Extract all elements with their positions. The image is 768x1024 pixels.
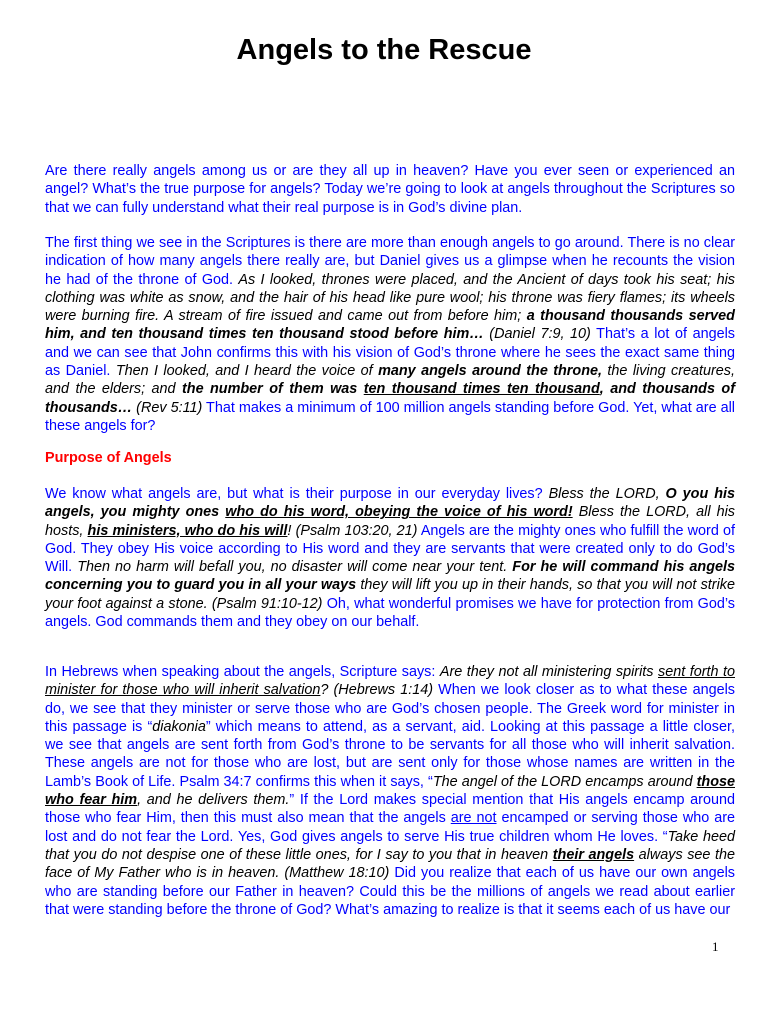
p2-s13: That makes a minimum of 100 million angels standing before God. Yet, what are all these angels for? (45, 399, 735, 434)
rev-quote-bold-1: many angels around the throne, (378, 363, 602, 380)
p2-s1: The first thing we see in the Scriptures is there are more than enough angels to go around. There is no clear indication of how many angels there really are, but Daniel gives us a glimpse when he recounts the vision he had of the throne of God. (45, 235, 735, 288)
p3-s12: Oh, what wonderful promises we have for protection from God’s angels. God commands them and they obey on our behalf. (45, 595, 735, 631)
psalm34-quote-underlined: those who fear him (45, 773, 735, 809)
p4-s5: When we look closer as to what these angels do, we see that they minister or serve those who are God’s chosen people. The Greek word for minister in this passage is “ (45, 682, 735, 735)
section-heading: Purpose of Angels (45, 450, 172, 466)
matthew-quote-1: Take heed that you do not despise one of these little ones, for I say to you that in heaven (45, 828, 736, 863)
p2-s5: That’s a lot of angels and we can see that John confirms this with his vision of God’s throne where he sees the exact same thing as Daniel. (45, 326, 735, 380)
p4-s1: In Hebrews when speaking about the angels, Scripture says: (45, 664, 440, 680)
psalm103-reference: ! (Psalm 103:20, 21) (287, 522, 418, 539)
are-not-underlined: are not (450, 810, 497, 827)
rev-quote-bold-2: the number of them was (181, 381, 364, 398)
daniel-quote-bold: a thousand thousands served him, and ten thousand times ten thousand stood before him… (45, 308, 735, 343)
psalm91-quote-2: they will lift you up in their hands, so that you will not strike your foot against a stone. (Psalm 91:10-12) (45, 577, 735, 612)
p3-s1: We know what angels are, but what is their purpose in our everyday lives? (45, 486, 549, 502)
daniel-quote: As I looked, thrones were placed, and the Ancient of days took his seat; his clothing was white as snow, and the hair of his head like pure wool; his throne was fiery flames; its wheels were burning fire. A stream of fire issued and came out from before him; (45, 271, 736, 325)
rev-reference: (Rev 5:11) (132, 399, 203, 416)
matthew-quote-2: always see the face of My Father who is in heaven. (Matthew 18:10) (45, 846, 735, 882)
rev-quote-2: the living creatures, and the elders; and (45, 363, 735, 398)
psalm91-quote-bold: For he will command his angels concerning you to guard you in all your ways (45, 559, 735, 594)
intro-paragraph (45, 162, 735, 217)
hebrews-quote: Are they not all ministering spirits (439, 664, 658, 680)
rev-quote-underlined: ten thousand times ten thousand (363, 381, 600, 398)
angels-count-paragraph (45, 234, 735, 435)
daniel-reference: (Daniel 7:9, 10) (483, 326, 591, 343)
p4-s17: Did you realize that each of us have our own angels who are standing before our Father in heaven? Could this be the millions of angels we read about earlier that were standing before the throne of God? What’s amazing to realize is that it seems each of us have our (45, 865, 735, 918)
hebrews-reference: ? (Hebrews 1:14) (320, 682, 434, 699)
rev-quote-1: Then I looked, and I heard the voice of (115, 363, 379, 380)
page-title: Angels to the Rescue (236, 34, 532, 66)
p3-s8: Angels are the mighty ones who fulfill the word of God. They obey His voice according to His word and they are servants that were created only to do God’s Will. (45, 522, 735, 576)
p4-s13: encamped or serving those who are lost and do not fear the Lord. Yes, God gives angels to serve His true children whom He loves. “ (45, 810, 735, 845)
psalm103-quote-2: Bless the LORD, all his hosts, (45, 504, 736, 539)
psalm103-quote-bold-1: O you his angels, you mighty ones (45, 486, 735, 521)
intro-text: Are there really angels among us or are they all up in heaven? Have you ever seen or experienced an angel? What’s the true purpose for angels? Today we’re going to look at angels throughout the Scriptures so that we can fully understand what their real purpose is in God’s divine plan. (45, 163, 735, 216)
p4-s11: ” If the Lord makes special mention that His angels encamp around those who fear Him, then this must also mean that the angels (45, 792, 735, 827)
matthew-quote-underlined: their angels (552, 846, 635, 863)
page-number: 1 (712, 939, 719, 954)
hebrews-paragraph (45, 663, 735, 919)
greek-word: diakonia (152, 718, 206, 735)
psalm103-quote-underlined-1: who do his word, obeying the voice of his word! (225, 504, 573, 521)
p4-s7: ” which means to attend, as a servant, aid. Looking at this passage a little closer, we see that angels are sent forth from God’s throne to be servants for all those who will inherit salvation. These angels are not for those who are lost, but are sent only for those whose names are written in the Lamb’s Book of Life. Psalm 34:7 confirms this when it says, “ (45, 718, 735, 790)
psalm34-quote-2: , and he delivers them. (137, 792, 290, 809)
psalm103-quote-underlined-2: his ministers, who do his will (87, 522, 288, 539)
psalm91-quote-1: Then no harm will befall you, no disaster will come near your tent. (77, 559, 513, 576)
psalm103-quote-1: Bless the LORD, (548, 486, 666, 502)
psalm34-quote-1: The angel of the LORD encamps around (432, 773, 697, 790)
purpose-paragraph (45, 485, 735, 631)
hebrews-quote-underlined: sent forth to minister for those who will inherit salvation (45, 664, 735, 699)
rev-quote-bold-3: , and thousands of thousands… (45, 381, 735, 416)
